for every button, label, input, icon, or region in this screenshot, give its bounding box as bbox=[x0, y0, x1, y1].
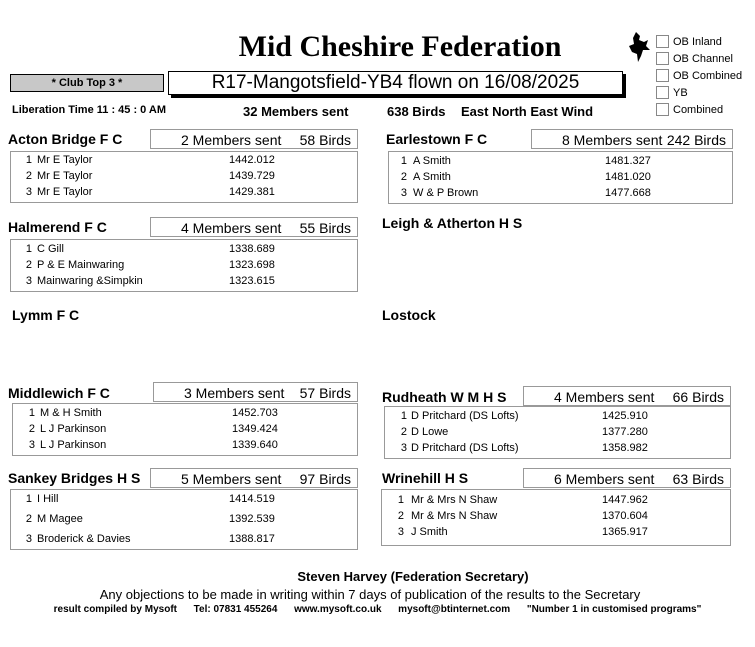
wind-direction: East North East Wind bbox=[461, 104, 594, 119]
option-ob-combined[interactable] bbox=[656, 67, 742, 84]
checkbox-icon[interactable] bbox=[656, 86, 669, 99]
member-name: Mainwaring &Simpkin bbox=[37, 275, 143, 287]
compiled-by-line: result compiled by Mysoft Tel: 07831 455264 www.mysoft.co.uk mysoft@btinternet.com "Number 1 in customised programs" bbox=[53, 604, 702, 615]
velocity: 1339.640 bbox=[232, 439, 278, 451]
option-ob-inland[interactable] bbox=[656, 33, 742, 50]
birds-sent: 66 Birds bbox=[672, 389, 724, 405]
member-name: Broderick & Davies bbox=[37, 533, 131, 545]
member-name: L J Parkinson bbox=[40, 439, 107, 451]
objections-note: Any objections to be made in writing within 7 days of publication of the results to the Secretary bbox=[99, 587, 641, 602]
member-name: Mr E Taylor bbox=[37, 170, 93, 182]
option-label: Combined bbox=[673, 103, 724, 116]
member-name: D Lowe bbox=[411, 426, 449, 438]
member-name: L J Parkinson bbox=[40, 423, 107, 435]
club-results-acton-bridge bbox=[10, 151, 358, 203]
rank: 1 bbox=[25, 154, 32, 166]
rank: 1 bbox=[400, 410, 407, 422]
club-name-sankey-bridges: Sankey Bridges H S bbox=[8, 470, 141, 486]
member-name: A Smith bbox=[413, 171, 451, 183]
velocity: 1481.020 bbox=[605, 171, 651, 183]
member-name: Mr E Taylor bbox=[37, 154, 93, 166]
members-sent: 2 Members sent bbox=[181, 132, 282, 148]
rank: 2 bbox=[400, 426, 407, 438]
velocity: 1477.668 bbox=[605, 187, 651, 199]
rank: 3 bbox=[28, 439, 35, 451]
club-results-halmerend bbox=[10, 239, 358, 292]
club-results-wrinehill bbox=[381, 489, 731, 546]
club-sent-box bbox=[153, 382, 358, 402]
birds-sent: 58 Birds bbox=[299, 132, 351, 148]
club-results-sankey-bridges bbox=[10, 489, 358, 550]
club-name-earlestown: Earlestown F C bbox=[386, 131, 488, 147]
rank: 1 bbox=[28, 407, 35, 419]
club-sent-box bbox=[150, 468, 358, 488]
rank: 2 bbox=[400, 171, 407, 183]
members-sent: 4 Members sent bbox=[554, 389, 655, 405]
checkbox-icon[interactable] bbox=[656, 35, 669, 48]
velocity: 1447.962 bbox=[602, 494, 648, 506]
rank: 3 bbox=[25, 186, 32, 198]
velocity: 1365.917 bbox=[602, 526, 648, 538]
members-sent: 3 Members sent bbox=[184, 385, 285, 401]
option-label: OB Inland bbox=[673, 35, 722, 48]
member-name: A Smith bbox=[413, 155, 451, 167]
option-label: OB Combined bbox=[673, 69, 743, 82]
members-sent: 5 Members sent bbox=[181, 471, 282, 487]
birds-total: 638 Birds bbox=[387, 104, 446, 119]
velocity: 1442.012 bbox=[229, 154, 275, 166]
option-ob-channel[interactable] bbox=[656, 50, 742, 67]
rank: 2 bbox=[25, 259, 32, 271]
velocity: 1429.381 bbox=[229, 186, 275, 198]
option-yb[interactable] bbox=[656, 84, 742, 101]
rank: 3 bbox=[400, 442, 407, 454]
club-sent-box bbox=[531, 129, 733, 149]
club-results-earlestown bbox=[388, 151, 733, 204]
option-label: YB bbox=[673, 86, 688, 99]
velocity: 1370.604 bbox=[602, 510, 648, 522]
club-results-rudheath bbox=[384, 406, 731, 459]
rank: 2 bbox=[25, 513, 32, 525]
rank: 1 bbox=[397, 494, 404, 506]
page-title: Mid Cheshire Federation bbox=[238, 30, 562, 63]
secretary-line: Steven Harvey (Federation Secretary) bbox=[297, 569, 529, 584]
member-name: Mr & Mrs N Shaw bbox=[411, 510, 498, 522]
rank: 3 bbox=[400, 187, 407, 199]
birds-sent: 63 Birds bbox=[672, 471, 724, 487]
club-name-wrinehill: Wrinehill H S bbox=[382, 470, 469, 486]
rank: 3 bbox=[397, 526, 404, 538]
club-sent-box bbox=[523, 386, 731, 406]
velocity: 1338.689 bbox=[229, 243, 275, 255]
member-name: M Magee bbox=[37, 513, 83, 525]
club-sent-box bbox=[150, 217, 358, 237]
rank: 1 bbox=[400, 155, 407, 167]
club-name-leigh-atherton: Leigh & Atherton H S bbox=[382, 215, 523, 231]
members-sent: 32 Members sent bbox=[243, 104, 349, 119]
velocity: 1388.817 bbox=[229, 533, 275, 545]
velocity: 1425.910 bbox=[602, 410, 648, 422]
club-sent-box bbox=[523, 468, 731, 488]
rank: 3 bbox=[25, 275, 32, 287]
velocity: 1323.698 bbox=[229, 259, 275, 271]
velocity: 1377.280 bbox=[602, 426, 648, 438]
members-sent: 4 Members sent bbox=[181, 220, 282, 236]
club-name-middlewich: Middlewich F C bbox=[8, 385, 110, 401]
rank: 1 bbox=[25, 493, 32, 505]
member-name: J Smith bbox=[411, 526, 448, 538]
option-combined[interactable] bbox=[656, 101, 742, 118]
club-sent-box bbox=[150, 129, 358, 149]
birds-sent: 97 Birds bbox=[299, 471, 351, 487]
velocity: 1481.327 bbox=[605, 155, 651, 167]
velocity: 1323.615 bbox=[229, 275, 275, 287]
checkbox-icon[interactable] bbox=[656, 103, 669, 116]
rank: 3 bbox=[25, 533, 32, 545]
member-name: C Gill bbox=[37, 243, 64, 255]
race-title: R17-Mangotsfield-YB4 flown on 16/08/2025 bbox=[168, 71, 623, 95]
birds-sent: 57 Birds bbox=[299, 385, 351, 401]
club-name-rudheath: Rudheath W M H S bbox=[382, 389, 507, 405]
birds-sent: 242 Birds bbox=[666, 132, 726, 148]
pigeon-logo-icon bbox=[626, 30, 652, 64]
velocity: 1439.729 bbox=[229, 170, 275, 182]
club-top-badge: * Club Top 3 * bbox=[10, 74, 164, 92]
velocity: 1349.424 bbox=[232, 423, 278, 435]
club-name-lymm: Lymm F C bbox=[12, 307, 80, 323]
liberation-time: Liberation Time 11 : 45 : 0 AM bbox=[12, 104, 167, 116]
member-name: D Pritchard (DS Lofts) bbox=[411, 442, 519, 454]
member-name: W & P Brown bbox=[413, 187, 479, 199]
velocity: 1414.519 bbox=[229, 493, 275, 505]
member-name: Mr & Mrs N Shaw bbox=[411, 494, 498, 506]
club-name-halmerend: Halmerend F C bbox=[8, 219, 107, 235]
checkbox-icon[interactable] bbox=[656, 52, 669, 65]
velocity: 1452.703 bbox=[232, 407, 278, 419]
member-name: Mr E Taylor bbox=[37, 186, 93, 198]
velocity: 1392.539 bbox=[229, 513, 275, 525]
member-name: P & E Mainwaring bbox=[37, 259, 125, 271]
rank: 1 bbox=[25, 243, 32, 255]
member-name: I Hill bbox=[37, 493, 59, 505]
option-label: OB Channel bbox=[673, 52, 733, 65]
member-name: M & H Smith bbox=[40, 407, 102, 419]
race-type-options bbox=[656, 33, 742, 118]
members-sent: 6 Members sent bbox=[554, 471, 655, 487]
members-sent: 8 Members sent bbox=[562, 132, 663, 148]
club-results-middlewich bbox=[12, 403, 358, 456]
checkbox-icon[interactable] bbox=[656, 69, 669, 82]
rank: 2 bbox=[397, 510, 404, 522]
member-name: D Pritchard (DS Lofts) bbox=[411, 410, 519, 422]
club-name-acton-bridge: Acton Bridge F C bbox=[8, 131, 123, 147]
velocity: 1358.982 bbox=[602, 442, 648, 454]
birds-sent: 55 Birds bbox=[299, 220, 351, 236]
rank: 2 bbox=[28, 423, 35, 435]
club-name-lostock: Lostock bbox=[382, 307, 436, 323]
rank: 2 bbox=[25, 170, 32, 182]
